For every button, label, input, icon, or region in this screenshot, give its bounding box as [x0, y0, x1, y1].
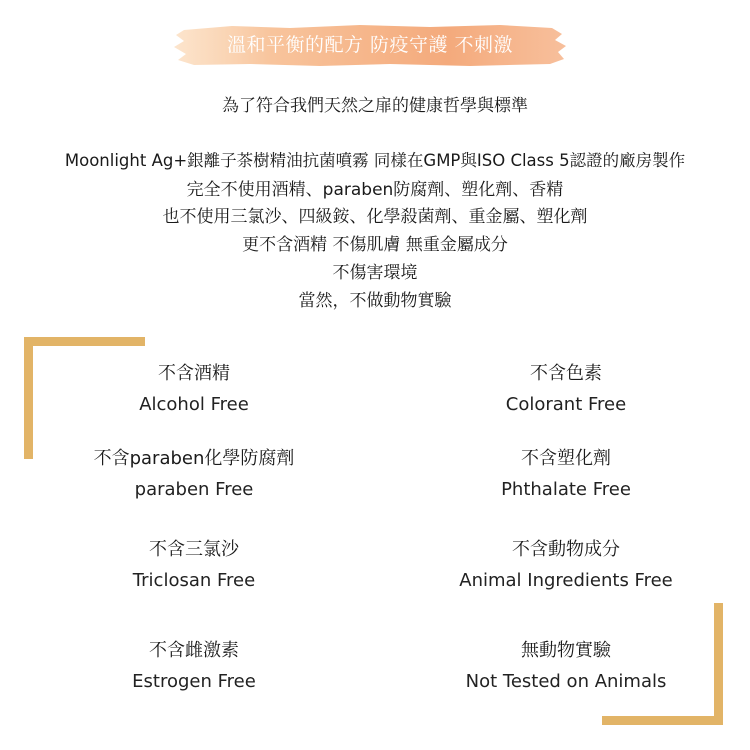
feature-item-triclosan-free	[44, 537, 344, 594]
feature-label-zh: 不含paraben化學防腐劑	[93, 448, 295, 469]
feature-label-zh: 不含塑化劑	[521, 448, 611, 469]
feature-label-en: paraben Free	[134, 479, 254, 500]
feature-label-en: Phthalate Free	[501, 479, 631, 500]
feature-item-paraben-free	[44, 446, 344, 503]
intro-line: 更不含酒精 不傷肌膚 無重金屬成分	[242, 235, 508, 255]
feature-label-en: Estrogen Free	[132, 671, 256, 692]
feature-label-zh: 不含雌激素	[149, 640, 239, 661]
feature-label-en: Alcohol Free	[139, 394, 249, 415]
intro-line: 當然，不做動物實驗	[298, 291, 452, 311]
feature-item-animal-ingredients-free	[416, 537, 716, 594]
feature-label-en: Colorant Free	[505, 394, 627, 415]
feature-item-colorant-free	[416, 361, 716, 418]
corner-bracket-top-left	[24, 337, 33, 459]
feature-item-alcohol-free	[44, 361, 344, 418]
intro-line: 不傷害環境	[332, 263, 418, 283]
corner-bracket-top-left	[24, 337, 145, 346]
intro-line: Moonlight Ag+銀離子茶樹精油抗菌噴霧 同樣在GMP與ISO Class 5認證的廠房製作	[64, 151, 686, 170]
intro-line: 也不使用三氯沙、四級銨、化學殺菌劑、重金屬、塑化劑	[162, 207, 588, 227]
feature-label-en: Not Tested on Animals	[465, 671, 667, 692]
feature-item-phthalate-free	[416, 446, 716, 503]
corner-bracket-bottom-right	[602, 716, 723, 725]
feature-label-zh: 不含色素	[530, 363, 602, 384]
feature-item-not-tested-on-animals	[416, 638, 716, 695]
feature-label-zh: 無動物實驗	[521, 640, 611, 661]
feature-item-estrogen-free	[44, 638, 344, 695]
feature-label-zh: 不含三氯沙	[149, 539, 239, 560]
feature-label-zh: 不含酒精	[158, 363, 230, 384]
banner-title: 溫和平衡的配方 防疫守護 不刺激	[226, 34, 514, 56]
feature-label-zh: 不含動物成分	[512, 539, 620, 560]
header-banner	[170, 22, 570, 68]
feature-label-en: Triclosan Free	[132, 570, 256, 591]
intro-subheading: 為了符合我們天然之扉的健康哲學與標準	[222, 96, 528, 116]
feature-label-en: Animal Ingredients Free	[459, 570, 673, 591]
intro-line: 完全不使用酒精、paraben防腐劑、塑化劑、香精	[186, 180, 564, 200]
